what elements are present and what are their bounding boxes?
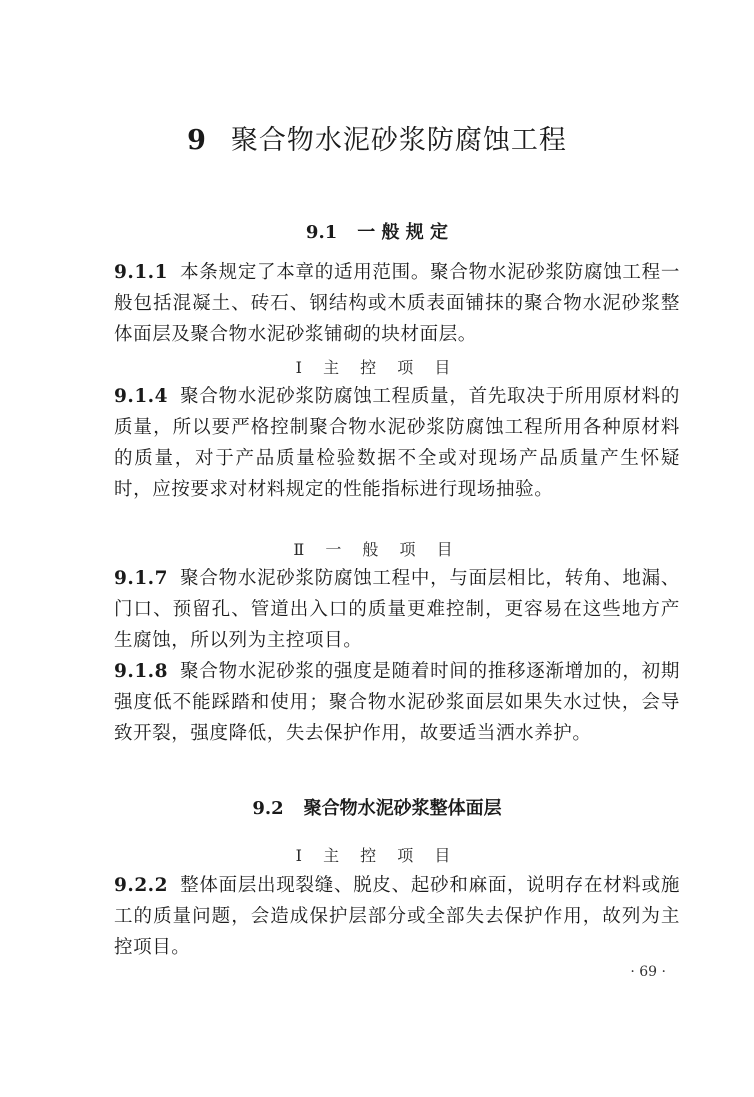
clause-9-1-4: [114, 381, 680, 505]
section-title-text: 聚合物水泥砂浆整体面层: [303, 798, 502, 819]
clause-text: 聚合物水泥砂浆防腐蚀工程质量，首先取决于所用原材料的质量，所以要严格控制聚合物水泥砂浆防腐蚀工程所用各种原材料的质量，对于产品质量检验数据不全或对现场产品质量产生怀疑时，应按要求对材料规定的性能指标进行现场抽验。: [114, 386, 680, 500]
subhead-main-control: Ⅰ 主 控 项 目: [295, 358, 459, 377]
section-heading-9-2: [0, 794, 754, 820]
subhead-main-control-2: Ⅰ 主 控 项 目: [295, 846, 459, 865]
clause-number: 9.1.1: [114, 262, 168, 283]
subhead-general: Ⅱ 一 般 项 目: [293, 540, 461, 559]
section-number: 9.2: [252, 798, 284, 819]
clause-number: 9.2.2: [114, 875, 168, 896]
section-title-text: 一 般 规 定: [357, 222, 449, 243]
clause-9-1-8: [114, 656, 680, 749]
chapter-title-text: 聚合物水泥砂浆防腐蚀工程: [230, 125, 567, 156]
clause-text: 整体面层出现裂缝、脱皮、起砂和麻面，说明存在材料或施工的质量问题，会造成保护层部分或全部失去保护作用，故列为主控项目。: [114, 875, 680, 958]
clause-number: 9.1.8: [114, 661, 168, 682]
chapter-number: 9: [187, 125, 207, 156]
clause-9-2-2: [114, 870, 680, 963]
clause-text: 聚合物水泥砂浆的强度是随着时间的推移逐渐增加的，初期强度低不能踩踏和使用；聚合物水泥砂浆面层如果失水过快，会导致开裂，强度降低，失去保护作用，故要适当洒水养护。: [114, 661, 680, 744]
clause-9-1-7: [114, 563, 680, 656]
clause-text: 聚合物水泥砂浆防腐蚀工程中，与面层相比，转角、地漏、门口、预留孔、管道出入口的质量更难控制，更容易在这些地方产生腐蚀，所以列为主控项目。: [114, 568, 680, 651]
section-number: 9.1: [305, 222, 338, 243]
clause-number: 9.1.7: [114, 568, 168, 589]
clause-number: 9.1.4: [114, 386, 168, 407]
section-heading-9-1: [0, 218, 754, 244]
chapter-title: [0, 118, 754, 157]
clause-9-1-1: [114, 257, 680, 350]
page-number: · 69 ·: [630, 964, 666, 980]
clause-text: 本条规定了本章的适用范围。聚合物水泥砂浆防腐蚀工程一般包括混凝土、砖石、钢结构或木质表面铺抹的聚合物水泥砂浆整体面层及聚合物水泥砂浆铺砌的块材面层。: [114, 262, 680, 345]
